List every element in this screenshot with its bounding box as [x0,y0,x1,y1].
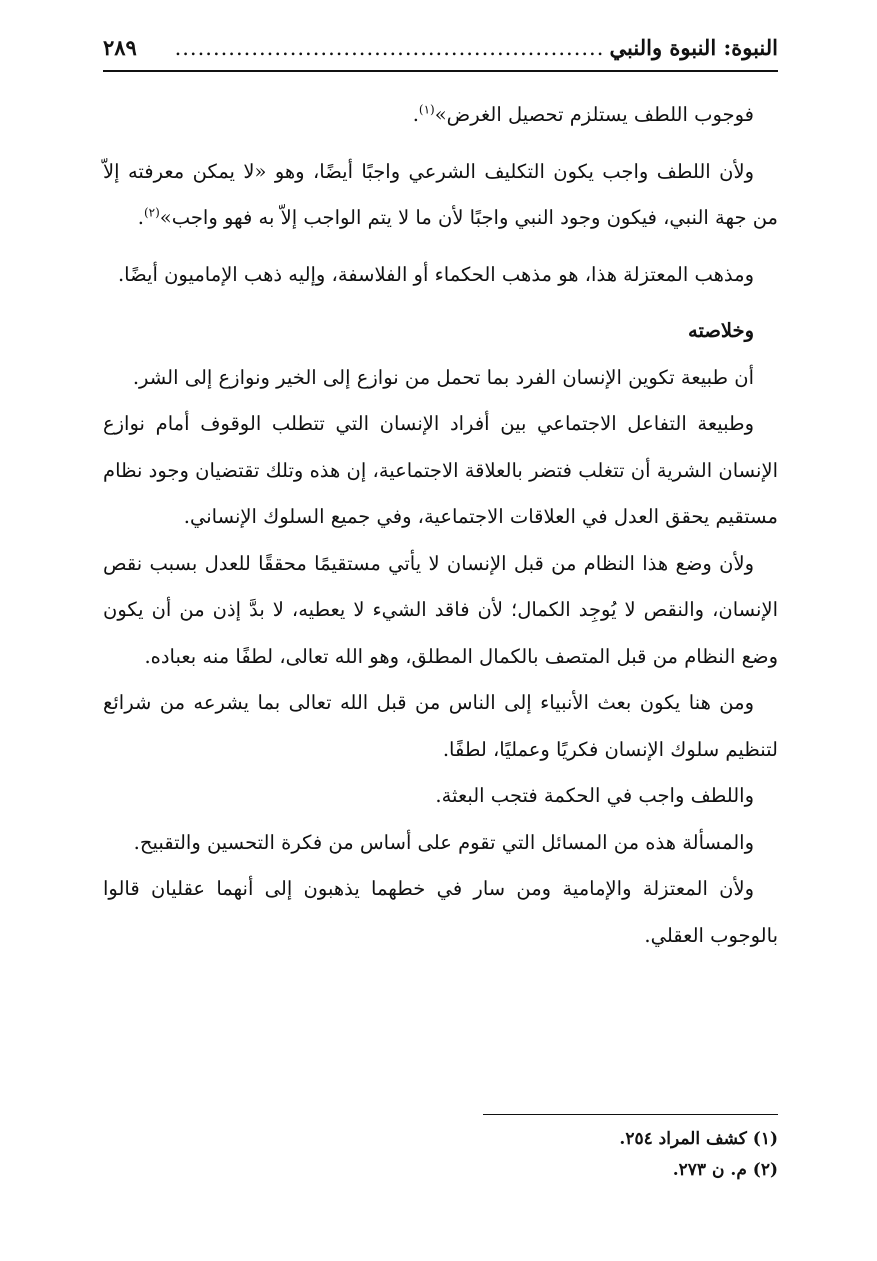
footnote-ref-1: (١) [418,102,435,117]
page-body [103,92,778,959]
footnote-divider [483,1114,778,1115]
paragraph-7: ولأن وضع هذا النظام من قبل الإنسان لا يأتي مستقيمًا محققًا للعدل بسبب نقص الإنسان، والنقص لا يُوجِد الكمال؛ لأن فاقد الشيء لا يعطيه، لا بدَّ إذن من أن يكون وضع النظام من قبل المتصف بالكمال المطلق، وهو الله تعالى، لطفًا منه بعباده. [103,551,778,668]
paragraph-1-tail: . [412,103,419,126]
paragraph-1 [103,92,778,139]
paragraph-3: ومذهب المعتزلة هذا، هو مذهب الحكماء أو الفلاسفة، وإليه ذهب الإماميون أيضًا. [117,262,754,286]
footnote-1: (١) كشف المراد ٢٥٤. [619,1129,778,1149]
paragraph-1-text: فوجوب اللطف يستلزم تحصيل الغرض» [434,103,754,126]
paragraph-6: وطبيعة التفاعل الاجتماعي بين أفراد الإنسان التي تتطلب الوقوف أمام نوازع الإنسان الشرية أن تتغلب فتضر بالعلاقة الاجتماعية، إن هذه وتلك تقتضيان وجود نظام مستقيم يحقق العدل في العلاقات الاجتماعية، وفي جميع السلوك الإنساني. [103,412,778,528]
footnote-ref-2: (٢) [143,205,160,220]
header-title: النبوة: النبوة والنبي [609,35,778,60]
paragraph-2-text: ولأن اللطف واجب يكون التكليف الشرعي واجبًا أيضًا، وهو «لا يمكن معرفته إلاّ من جهة النبي، فيكون وجود النبي واجبًا لأن ما لا يتم الواجب إلاّ به فهو واجب» [103,159,778,229]
paragraph-2-tail: . [137,206,144,229]
footnote-2: (٢) م. ن ٢٧٣. [672,1160,778,1180]
book-page [103,30,778,1230]
running-header [103,30,778,72]
paragraph-9: واللطف واجب في الحكمة فتجب البعثة. [435,784,754,807]
paragraph-5: أن طبيعة تكوين الإنسان الفرد بما تحمل من نوازع إلى الخير ونوازع إلى الشر. [132,365,754,389]
paragraph-10: والمسألة هذه من المسائل التي تقوم على أساس من فكرة التحسين والتقبيح. [133,830,754,854]
page-number: ٢٨٩ [103,35,137,60]
paragraph-2 [103,149,778,242]
paragraph-8: ومن هنا يكون بعث الأنبياء إلى الناس من قبل الله تعالى بما يشرعه من شرائع لتنظيم سلوك الإنسان فكريًا وعمليًا، لطفًا. [103,691,778,761]
paragraph-11: ولأن المعتزلة والإمامية ومن سار في خطهما يذهبون إلى أنهما عقليان قالوا بالوجوب العقلي. [103,877,778,947]
header-leader-dots: ........................................................ [174,36,605,60]
section-heading: وخلاصته [687,319,754,342]
footnotes [103,1124,778,1186]
